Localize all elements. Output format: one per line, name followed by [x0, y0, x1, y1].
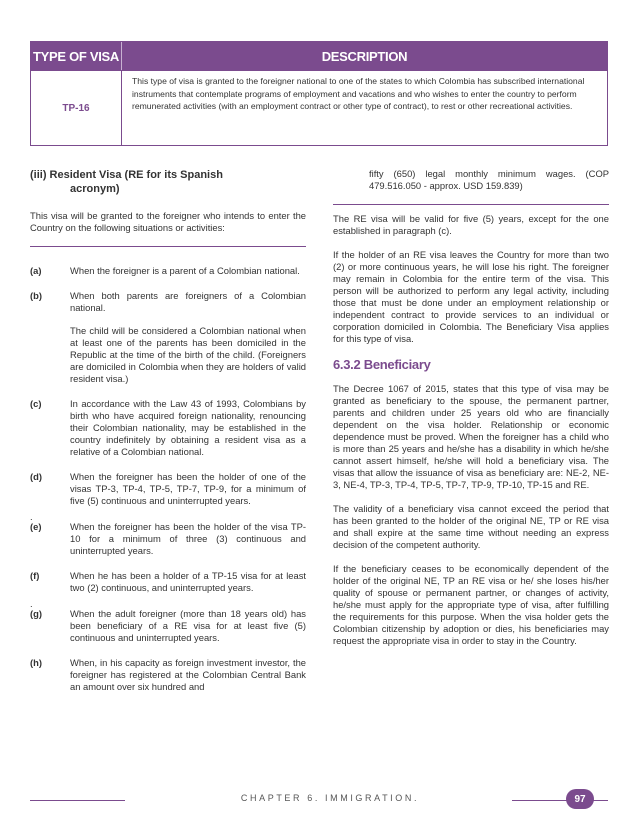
- beneficiary-paragraph-1: The Decree 1067 of 2015, states that this type of visa may be granted as beneficiary to the spouse, the permanent partner, parents and children under 25 years old who are financially dependent on the visa holder. Relationship or economic dependence must be proved. When the foreigner has a child who is more than 25 years and he/she has a disability in which he/she cannot assert himself, he/she will hold a beneficiary visa. The visas that allow the issuance of visa as beneficiary are: NE-2, NE-3, NE-4, TP-3, TP-4, TP-5, TP-7, TP-9, TP-10, TP-15 and RE.: [333, 383, 609, 490]
- item-label: (a): [30, 265, 42, 276]
- beneficiary-paragraph-2: The validity of a beneficiary visa cannot exceed the period that has been granted to the holder of the original NE, TP or RE visa and shall expire at the same time without needing an express decision of the competent authority.: [333, 503, 609, 550]
- list-item: [30, 290, 306, 314]
- section-title: 6.3.2 Beneficiary: [333, 357, 431, 372]
- list-item: [30, 570, 306, 594]
- divider: [333, 204, 609, 205]
- page-number: 97: [566, 789, 594, 809]
- item-h-continuation: fifty (650) legal monthly minimum wages. (COP 479.516.050 - approx. USD 159.839): [369, 168, 609, 191]
- header-type-of-visa: TYPE OF VISA: [31, 42, 122, 70]
- divider: [30, 246, 306, 247]
- visa-description: This type of visa is granted to the foreigner national to one of the states to which Colombia has subscribed international instruments that contemplate programs of employment and vacations and who wishes to enter the country to perform remunerated activities (with an employment contract or other type of contract), to rest or other recreational activities.: [132, 76, 585, 111]
- item-label: (g): [30, 608, 42, 619]
- table-row: [30, 71, 608, 146]
- item-text: When the foreigner is a parent of a Colombian national.: [70, 265, 300, 276]
- item-label: (e): [30, 521, 42, 532]
- item-label: (b): [30, 290, 42, 301]
- list-item: [30, 657, 306, 693]
- header-description: DESCRIPTION: [321, 48, 408, 64]
- item-label: (f): [30, 570, 40, 581]
- item-b-note: The child will be considered a Colombian national when at least one of the parents has been domiciled in the Republic at the time of the birth of the child. (Foreigners are domiciled in Colombia when they are holders of valid resident visa.): [70, 325, 306, 384]
- item-label: (h): [30, 657, 42, 668]
- resident-visa-heading: (iii) Resident Visa (RE for its Spanish acronym): [30, 169, 223, 195]
- item-text: When both parents are foreigners of a Colombian national.: [70, 290, 306, 313]
- re-validity-paragraph: The RE visa will be valid for five (5) years, except for the one established in paragraph (c).: [333, 213, 609, 236]
- beneficiary-paragraph-3: If the beneficiary ceases to be economically dependent of the holder of the original NE, TP an RE visa or he/ she loses his/her quality of spouse or permanent partner, or changes of activity, he/she must apply for the appropriate type of visa, after fulfilling the requirements for this purpose. When the visa holder gets the Colombian citizenship by adoption or dies, his beneficiaries may request the appropriate visa in order to stay in the Country.: [333, 563, 609, 646]
- item-label: (c): [30, 398, 42, 409]
- item-text: When the foreigner has been the holder of the visa TP-10 for a minimum of three (3) continuous and uninterrupted years.: [70, 521, 306, 556]
- visa-table: [30, 41, 608, 146]
- stray-dot: .: [30, 511, 33, 522]
- left-column: [30, 168, 306, 706]
- item-text: In accordance with the Law 43 of 1993, Colombians by birth who have acquired foreign nationality, renouncing their Colombian nationality, may be established in the country indefinitely by obtaining a resident visa as a relative of a Colombian national.: [70, 398, 306, 457]
- stray-dot: .: [30, 598, 33, 609]
- visa-code: TP-16: [31, 71, 122, 145]
- chapter-title: CHAPTER 6. IMMIGRATION.: [240, 793, 420, 803]
- resident-visa-intro: This visa will be granted to the foreigner who intends to enter the Country on the following situations or activities:: [30, 210, 306, 233]
- list-item: [30, 471, 306, 507]
- item-label: (d): [30, 471, 42, 482]
- list-item: [30, 608, 306, 644]
- list-item: [30, 398, 306, 458]
- list-item: [30, 521, 306, 557]
- right-column: [333, 168, 609, 659]
- item-text: When, in his capacity as foreign investment investor, the foreigner has registered at the Colombian Central Bank an amount over six hundred and: [70, 657, 306, 692]
- list-item: [30, 265, 306, 277]
- item-text: When he has been a holder of a TP-15 visa for at least two (2) continuous, and uninterrupted years.: [70, 570, 306, 593]
- table-header: [30, 41, 608, 71]
- item-text: When the foreigner has been the holder of one of the visas TP-3, TP-4, TP-5, TP-7, TP-9, for a minimum of five (5) continuous and uninterrupted years.: [70, 471, 306, 506]
- re-leave-paragraph: If the holder of an RE visa leaves the Country for more than two (2) or more continuous years, he will lose his right. The foreigner may remain in Colombia for the entire term of the visa. This person will be authorized to perform any legal activity, including those that must be done under an employment relationship or independent contract to provide services to an individual or corporation domiciled in Colombia. The Beneficiary Visa applies for this type of visa.: [333, 249, 609, 344]
- item-text: When the adult foreigner (more than 18 years old) has been beneficiary of a RE visa for at least five (5) continuous and uninterrupted years.: [70, 608, 306, 643]
- footer-line-left: [30, 800, 125, 801]
